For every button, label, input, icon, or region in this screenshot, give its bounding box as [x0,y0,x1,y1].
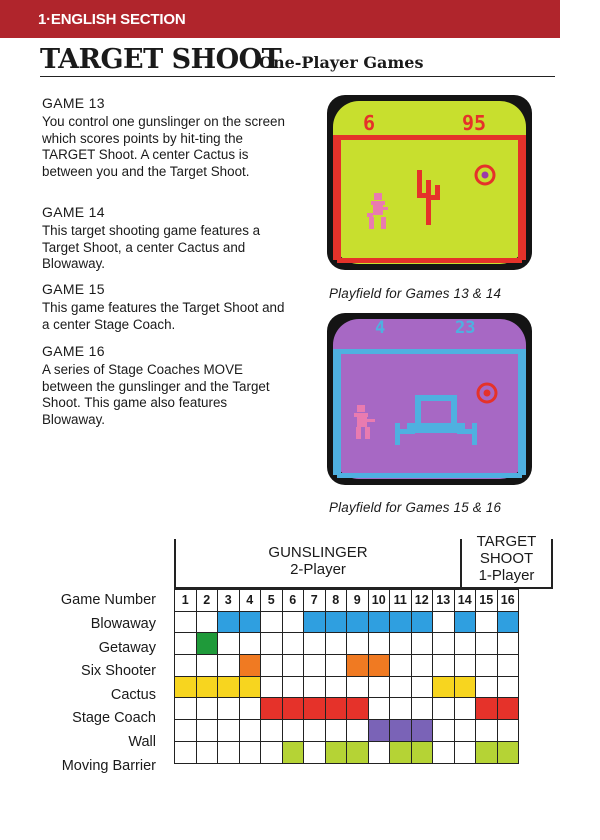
option-cell [175,611,197,633]
option-cell [390,611,412,633]
game-heading: GAME 13 [42,95,105,111]
option-cell [454,676,476,698]
option-cell [476,698,498,720]
option-cell [347,633,369,655]
playfield-2-left-border [333,349,341,475]
option-cell [433,611,455,633]
game-number-cell: 3 [218,590,240,612]
option-cell [347,655,369,677]
game-heading: GAME 14 [42,204,105,220]
game-13-block [42,95,292,180]
playfield-1-right-border [518,135,526,260]
option-cell [433,698,455,720]
option-cell [390,633,412,655]
option-cell [325,741,347,763]
game-number-cell: 8 [325,590,347,612]
option-cell [390,698,412,720]
playfield-2-top-border [333,349,526,354]
option-cell [261,611,283,633]
option-cell [347,698,369,720]
option-row-label: Wall [128,734,156,750]
option-cell [368,698,390,720]
game-number-cell: 15 [476,590,498,612]
option-cell [218,720,240,742]
option-cell [218,633,240,655]
option-cell [390,720,412,742]
option-cell [368,655,390,677]
option-cell [347,676,369,698]
option-row-label: Six Shooter [81,663,156,680]
option-row [175,741,519,763]
option-cell [282,741,304,763]
left-score: 4 [375,318,386,338]
option-cell [239,611,261,633]
option-cell [239,698,261,720]
game-number-label: Game Number [60,592,156,608]
playfield-2-bottom-border [337,473,522,478]
page-title: TARGET SHOOT [40,44,282,75]
option-cell [476,720,498,742]
gunslinger-players: 2-Player [290,561,346,578]
option-cell [368,676,390,698]
option-cell [261,741,283,763]
option-cell [196,655,218,677]
caption-screen-2: Playfield for Games 15 & 16 [329,500,502,515]
option-cell [325,676,347,698]
target-shoot-header [462,533,551,584]
option-row-label: Cactus [110,686,156,703]
options-table [174,589,519,764]
game-number-cell: 7 [304,590,326,612]
option-cell [476,676,498,698]
option-cell [239,741,261,763]
option-cell [175,676,197,698]
option-cell [239,633,261,655]
option-cell [282,633,304,655]
game-number-cell: 1 [175,590,197,612]
option-cell [497,611,519,633]
header-right-line [551,539,553,589]
gunslinger-title: GUNSLINGER [268,544,368,561]
option-cell [261,633,283,655]
option-cell [218,611,240,633]
game-number-cell: 11 [390,590,412,612]
option-cell [239,676,261,698]
game-description: This target shooting game features a Target Shoot, a center Cactus and Blowaway. [42,223,261,272]
playfield-1-svg [327,95,532,270]
option-cell [433,633,455,655]
option-cell [433,676,455,698]
game-number-row [175,590,519,612]
option-cell [454,741,476,763]
option-cell [433,655,455,677]
option-cell [175,741,197,763]
option-cell [454,611,476,633]
option-row [175,655,519,677]
option-cell [282,676,304,698]
option-cell [282,655,304,677]
option-cell [196,676,218,698]
option-cell [325,655,347,677]
option-cell [261,698,283,720]
option-cell [347,720,369,742]
option-cell [497,698,519,720]
target-title-2: SHOOT [479,550,534,567]
game-number-cell: 9 [347,590,369,612]
option-cell [411,655,433,677]
option-cell [218,655,240,677]
caption-screen-1: Playfield for Games 13 & 14 [329,286,502,301]
game-16-block [42,343,292,428]
option-cell [454,655,476,677]
option-cell [325,720,347,742]
left-score: 6 [363,111,376,135]
playfield-2-svg [327,313,532,485]
playfield-1-left-border [333,135,341,260]
option-cell [304,633,326,655]
option-cell [411,611,433,633]
option-cell [304,611,326,633]
option-cell [368,741,390,763]
option-cell [411,741,433,763]
option-cell [175,655,197,677]
option-cell [218,676,240,698]
option-cell [347,611,369,633]
option-cell [304,720,326,742]
option-cell [261,655,283,677]
option-cell [497,655,519,677]
option-cell [282,698,304,720]
option-cell [282,611,304,633]
target-title-1: TARGET [476,533,537,550]
page-subtitle: One-Player Games [259,53,424,72]
option-cell [433,720,455,742]
option-cell [476,611,498,633]
playfield-1-top-border [333,135,526,140]
option-cell [196,720,218,742]
option-cell [282,720,304,742]
option-cell [454,633,476,655]
option-cell [175,698,197,720]
game-heading: GAME 15 [42,281,105,297]
option-cell [196,611,218,633]
gunslinger-header [176,544,460,578]
option-cell [239,655,261,677]
right-score: 23 [455,318,476,338]
option-cell [411,720,433,742]
playfield-1-bottom-border [337,258,522,263]
option-cell [325,633,347,655]
game-description: This game features the Target Shoot and a center Stage Coach. [42,300,285,332]
playfield-screenshot-1 [327,95,532,270]
option-cell [497,633,519,655]
game-number-cell: 14 [454,590,476,612]
option-cell [347,741,369,763]
section-header-bar [0,0,560,38]
option-cell [368,611,390,633]
option-cell [261,676,283,698]
option-cell [497,741,519,763]
option-row [175,611,519,633]
option-cell [454,698,476,720]
option-row-label: Moving Barrier [61,757,156,774]
option-cell [390,741,412,763]
option-cell [368,720,390,742]
game-number-cell: 2 [196,590,218,612]
option-row [175,633,519,655]
game-number-cell: 10 [368,590,390,612]
option-cell [196,741,218,763]
option-row [175,676,519,698]
option-cell [368,633,390,655]
option-cell [476,741,498,763]
option-row-label: Blowaway [90,616,156,632]
right-score: 95 [462,111,487,135]
playfield-2-right-border [518,349,526,475]
option-cell [175,720,197,742]
option-row-label: Stage Coach [72,710,156,727]
option-cell [325,611,347,633]
game-description: A series of Stage Coaches MOVE between the gunslinger and the Target Shoot. This game also features Blowaway. [42,362,270,427]
option-cell [390,655,412,677]
option-cell [304,741,326,763]
option-cell [304,698,326,720]
option-cell [411,676,433,698]
game-number-cell: 6 [282,590,304,612]
game-14-block [42,204,292,273]
option-cell [196,633,218,655]
option-row [175,698,519,720]
game-number-cell: 12 [411,590,433,612]
option-cell [497,676,519,698]
game-number-cell: 5 [261,590,283,612]
game-heading: GAME 16 [42,343,105,359]
option-cell [411,633,433,655]
title-row [40,44,555,77]
option-cell [433,741,455,763]
game-15-block [42,281,292,333]
option-cell [476,633,498,655]
option-cell [261,720,283,742]
option-cell [476,655,498,677]
game-number-cell: 13 [433,590,455,612]
option-cell [196,698,218,720]
option-cell [390,676,412,698]
section-label: 1·ENGLISH SECTION [38,11,186,28]
option-cell [497,720,519,742]
option-cell [454,720,476,742]
game-number-cell: 4 [239,590,261,612]
playfield-screenshot-2 [327,313,532,485]
option-cell [304,655,326,677]
game-number-cell: 16 [497,590,519,612]
option-row [175,720,519,742]
option-cell [218,698,240,720]
option-cell [325,698,347,720]
target-players: 1-Player [478,567,535,584]
game-description: You control one gunslinger on the screen which scores points by hit-ting the TARGET Shoot. A center Cactus is between you and the Target Shoot. [42,114,285,179]
option-row-label: Getaway [98,639,156,656]
option-cell [304,676,326,698]
option-cell [411,698,433,720]
option-cell [218,741,240,763]
option-cell [175,633,197,655]
option-cell [239,720,261,742]
